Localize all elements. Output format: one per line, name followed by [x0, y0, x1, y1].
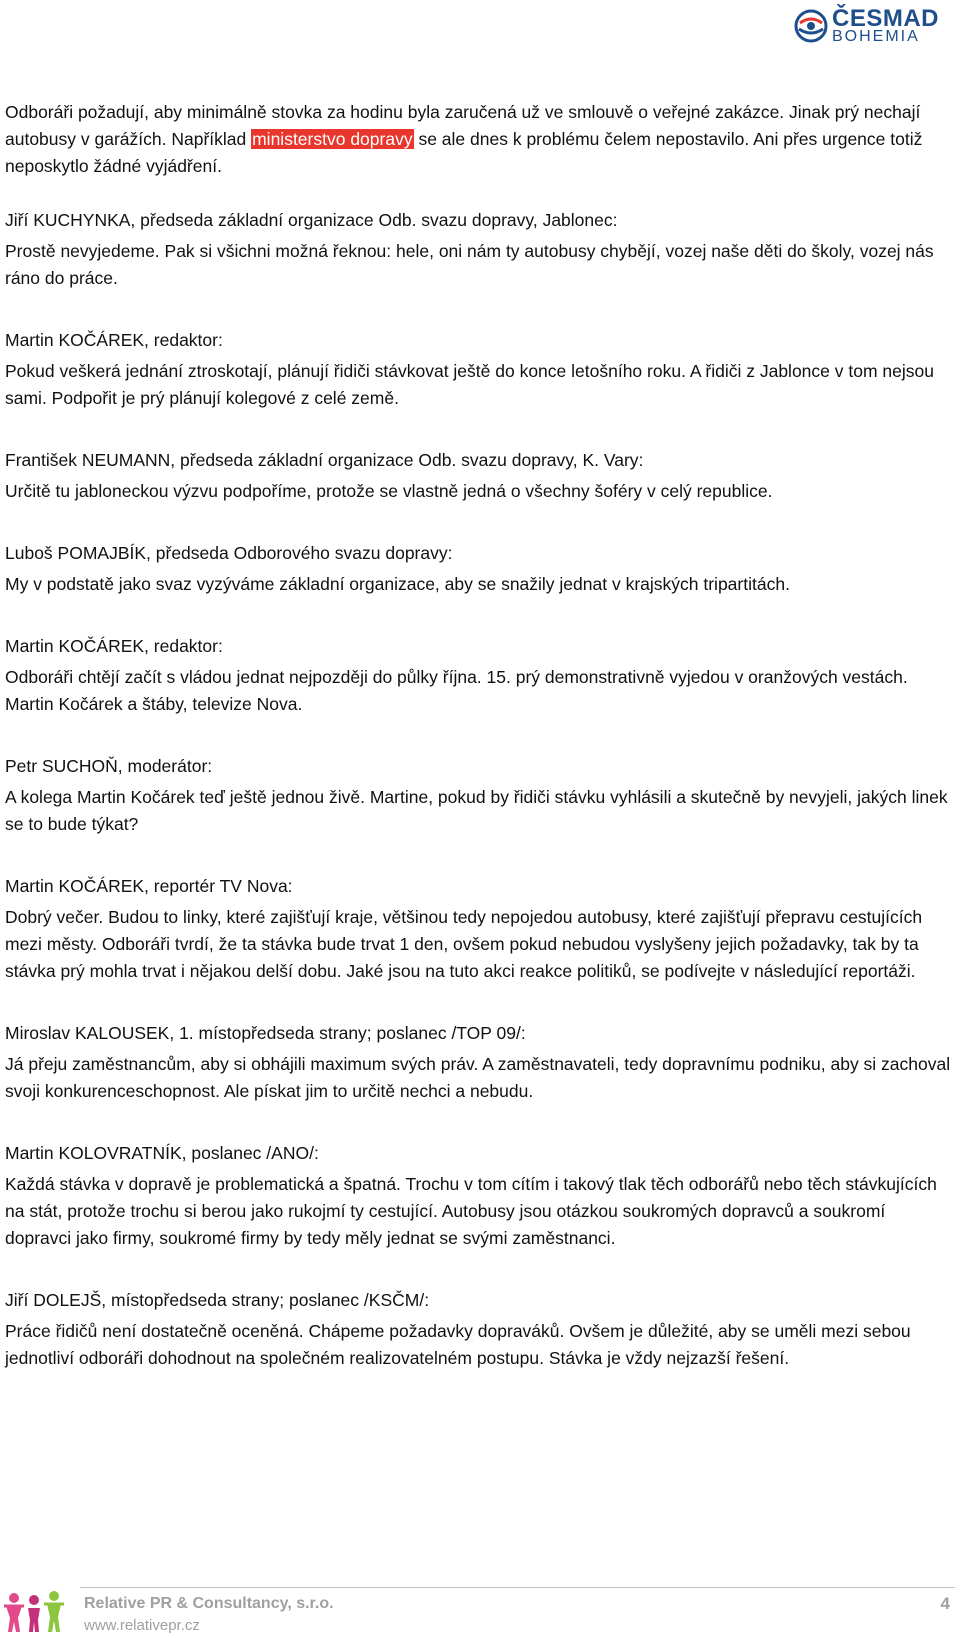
speaker-name: Jiří DOLEJŠ, místopředseda strany; poslanec /KSČM/:	[5, 1290, 430, 1310]
cesmad-bohemia-logo	[794, 6, 954, 46]
logo-text	[832, 7, 939, 45]
speaker-name: Martin KOČÁREK, reportér TV Nova:	[5, 876, 293, 896]
speech-text: Práce řidičů není dostatečně oceněná. Chápeme požadavky dopraváků. Ovšem je důležité, aby se uměli mezi sebou jednotliví odboráři dohodnout na společném realizovatelném postupu. Stávka je vždy nejzazší řešení.	[5, 1321, 911, 1368]
speaker-name: Petr SUCHOŇ, moderátor:	[5, 756, 213, 776]
speech-text: Každá stávka v dopravě je problematická a špatná. Trochu v tom cítím i takový tlak těch odborářů nebo těch stávkujících na stát, protože trochu si berou jako rukojmí ty cestující. Autobusy jsou otázkou soukromých dopravců a soukromí dopravci jako firmy, soukromé firmy by tedy měly jednat se svými zaměstnanci.	[5, 1174, 937, 1248]
speech-text: A kolega Martin Kočárek teď ještě jednou živě. Martine, pokud by řidiči stávku vyhlásili a skutečně by nevyjeli, jakých linek se to bude týkat?	[5, 787, 948, 834]
speech-text: Prostě nevyjedeme. Pak si všichni možná řeknou: hele, oni nám ty autobusy chybějí, vozej naše děti do školy, vozej nás ráno do práce.	[5, 241, 934, 288]
page-number: 4	[940, 1594, 950, 1613]
speaker-name: Luboš POMAJBÍK, předseda Odborového svazu dopravy:	[5, 543, 453, 563]
logo-line1: ČESMAD	[832, 5, 940, 32]
globe-logo-icon	[794, 9, 828, 43]
footer-company-name: Relative PR & Consultancy, s.r.o.	[84, 1595, 334, 1612]
speaker-name: Martin KOČÁREK, redaktor:	[5, 330, 223, 350]
speaker-name: Martin KOČÁREK, redaktor:	[5, 636, 223, 656]
highlighted-keyword: ministerstvo dopravy	[252, 129, 413, 149]
speech-text: Pokud veškerá jednání ztroskotají, plánují řidiči stávkovat ještě do konce letošního roku. A řidiči z Jablonce v tom nejsou sami. Podpořit je prý plánují kolegové z celé země.	[5, 361, 934, 408]
speaker-name: František NEUMANN, předseda základní organizace Odb. svazu dopravy, K. Vary:	[5, 450, 644, 470]
speaker-name: Miroslav KALOUSEK, 1. místopředseda strany; poslanec /TOP 09/:	[5, 1023, 526, 1043]
people-logo-icon	[4, 1590, 68, 1632]
intro-paragraph	[5, 99, 955, 180]
speaker-name: Jiří KUCHYNKA, předseda základní organizace Odb. svazu dopravy, Jablonec:	[5, 210, 618, 230]
page-footer	[0, 1586, 960, 1638]
speech-text: Odboráři chtějí začít s vládou jednat nejpozději do půlky října. 15. prý demonstrativně vyjedou v oranžových vestách. Martin Kočárek a štáby, televize Nova.	[5, 667, 908, 714]
intro-text-part2: se ale dnes k problému čelem nepostavilo. Ani přes urgence totiž neposkytlo žádné vyjádření.	[5, 129, 923, 176]
speech-text: Určitě tu jabloneckou výzvu podpoříme, protože se vlastně jedná o všechny šoféry v celý republice.	[5, 481, 773, 501]
intro-text-part1: Odboráři požadují, aby minimálně stovka za hodinu byla zaručená už ve smlouvě o veřejné zakázce. Jinak prý nechají autobusy v garážích. Například	[5, 102, 921, 149]
speech-text: Já přeju zaměstnancům, aby si obhájili maximum svých práv. A zaměstnavateli, tedy dopravnímu podniku, aby si zachoval svoji konkurenceschopnost. Ale pískat jim to určitě nechci a nebudu.	[5, 1054, 951, 1101]
speaker-name: Martin KOLOVRATNÍK, poslanec /ANO/:	[5, 1143, 319, 1163]
transcript-body	[5, 99, 955, 1407]
speech-text: My v podstatě jako svaz vyzýváme základní organizace, aby se snažily jednat v krajských tripartitách.	[5, 574, 790, 594]
logo-line2: BOHEMIA	[832, 28, 920, 45]
footer-website-link[interactable]: www.relativepr.cz	[84, 1617, 200, 1634]
speech-text: Dobrý večer. Budou to linky, které zajišťují kraje, většinou tedy nepojedou autobusy, které zajišťují přepravu cestujících mezi městy. Odboráři tvrdí, že ta stávka bude trvat 1 den, ovšem pokud nebudou vyslyšeny jejich požadavky, tak by ta stávka prý mohla trvat i nějakou delší dobu. Jaké jsou na tuto akci reakce politiků, se podívejte v následující reportáži.	[5, 907, 923, 981]
